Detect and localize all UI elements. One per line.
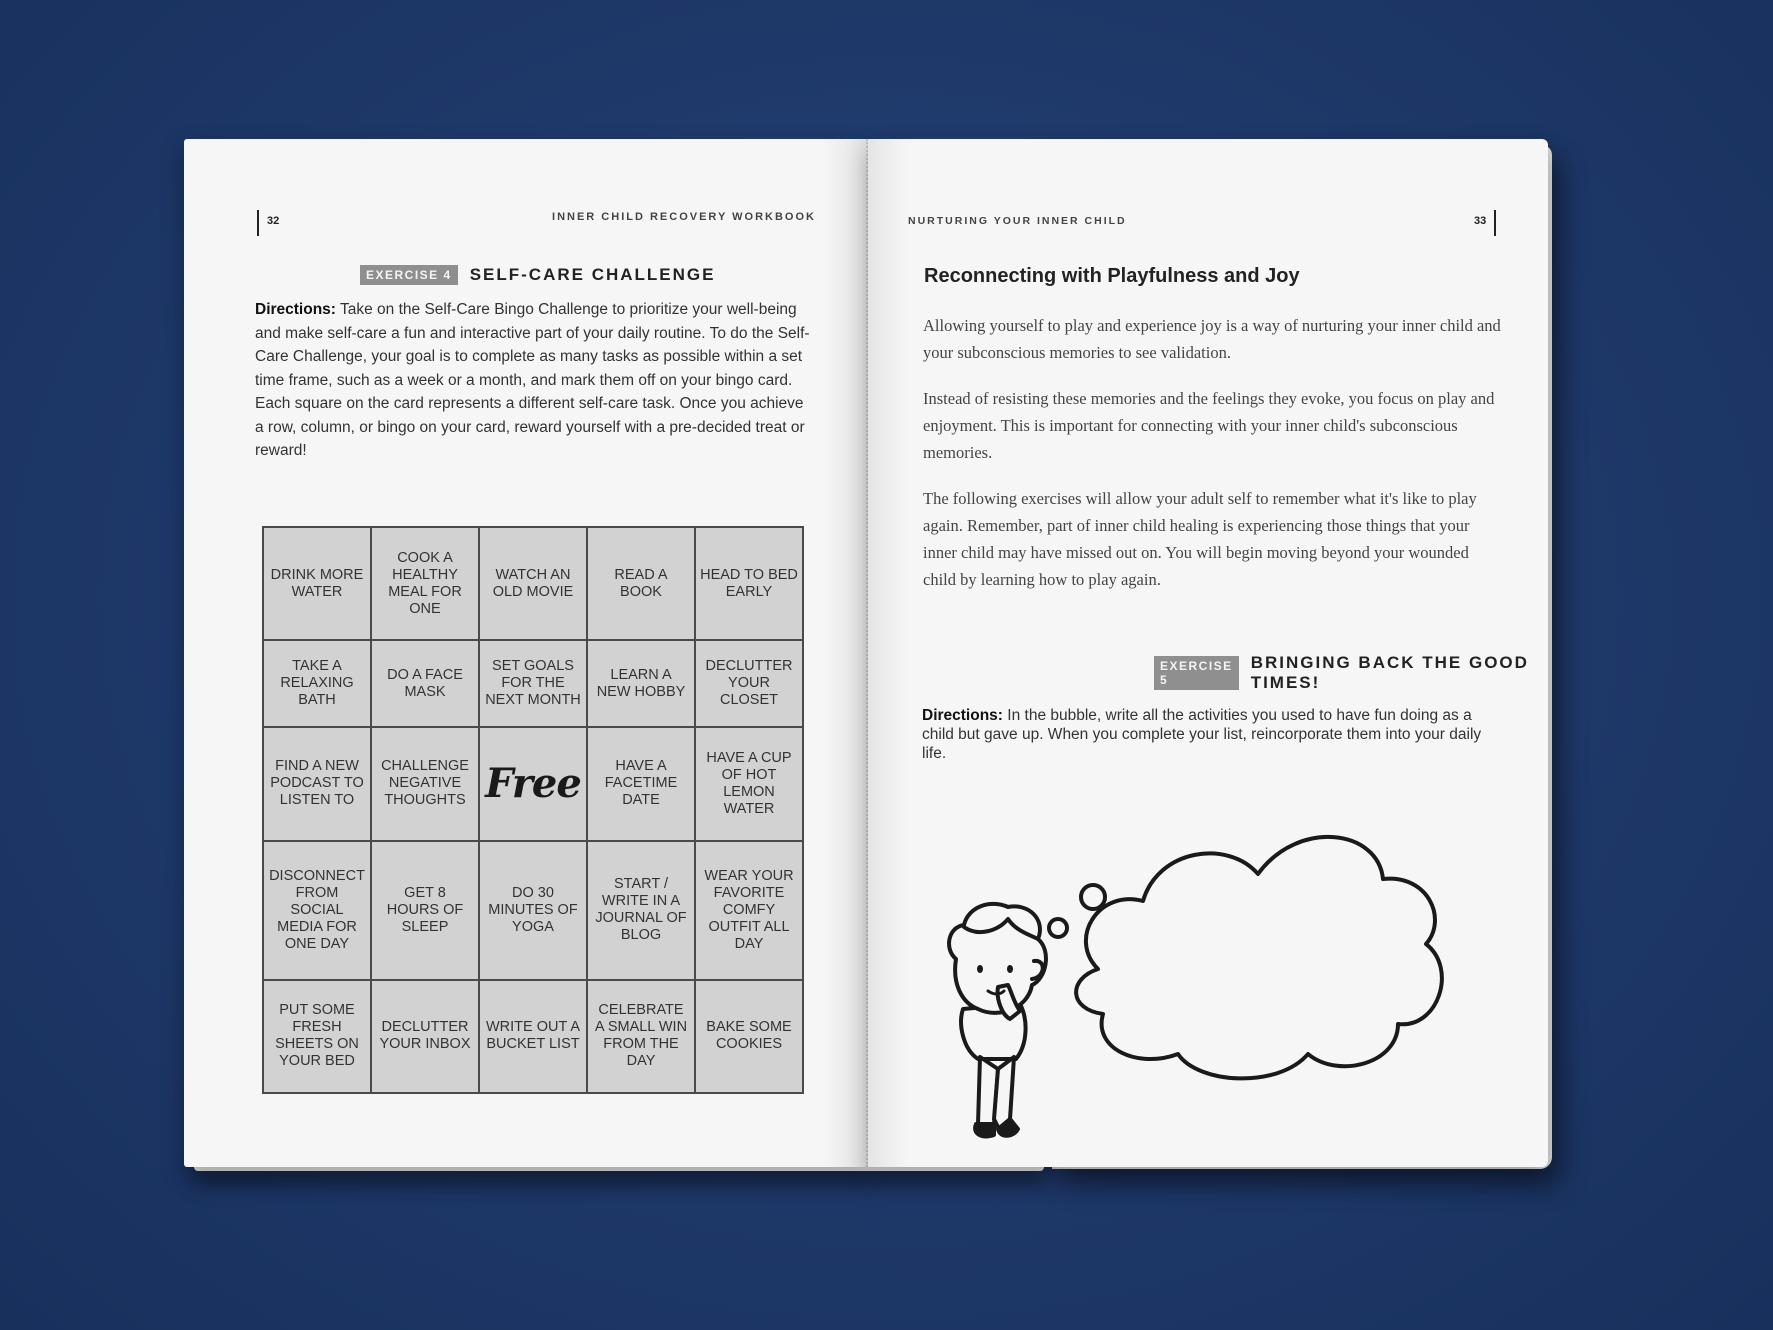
- bingo-cell: COOK A HEALTHY MEAL FOR ONE: [371, 527, 479, 640]
- bingo-cell: DRINK MORE WATER: [263, 527, 371, 640]
- bingo-cell: FIND A NEW PODCAST TO LISTEN TO: [263, 727, 371, 840]
- bingo-cell: HAVE A FACETIME DATE: [587, 727, 695, 840]
- bingo-cell: PUT SOME FRESH SHEETS ON YOUR BED: [263, 980, 371, 1093]
- exercise-badge: EXERCISE 4: [360, 265, 458, 285]
- page-number-bar: [1494, 210, 1496, 236]
- bingo-cell: TAKE A RELAXING BATH: [263, 640, 371, 727]
- open-book: [184, 139, 1560, 1171]
- bingo-cell: DECLUTTER YOUR INBOX: [371, 980, 479, 1093]
- bingo-cell: WRITE OUT A BUCKET LIST: [479, 980, 587, 1093]
- section-title: Reconnecting with Playfulness and Joy: [924, 265, 1300, 287]
- page-number: 32: [267, 215, 280, 227]
- directions: [255, 298, 813, 463]
- exercise-title: [360, 265, 715, 285]
- bingo-row: [263, 980, 803, 1093]
- bingo-cell: GET 8 HOURS OF SLEEP: [371, 841, 479, 980]
- exercise-title: [1154, 653, 1548, 693]
- thinking-child-illustration: [928, 819, 1488, 1159]
- bingo-free-space: Free: [479, 727, 587, 840]
- bingo-cell: START / WRITE IN A JOURNAL OF BLOG: [587, 841, 695, 980]
- bingo-cell: LEARN A NEW HOBBY: [587, 640, 695, 727]
- directions: [922, 706, 1502, 763]
- bingo-cell: DECLUTTER YOUR CLOSET: [695, 640, 803, 727]
- page-number: 33: [1474, 215, 1487, 227]
- bingo-row: [263, 727, 803, 840]
- thought-bubble-icon: [1076, 837, 1442, 1078]
- bingo-cell: HAVE A CUP OF HOT LEMON WATER: [695, 727, 803, 840]
- bingo-cell: DO A FACE MASK: [371, 640, 479, 727]
- directions-label: Directions:: [922, 707, 1003, 724]
- directions-text: Take on the Self-Care Bingo Challenge to prioritize your well-being and make self-care a fun and interactive part of your daily routine. To do the Self-Care Challenge, your goal is to complete as many tasks as possible within a set time frame, such as a week or a month, and mark them off on your bingo card. Each square on the card represents a different self-care task. Once you achieve a row, column, or bingo on your card, reward yourself with a pre-decided treat or reward!: [255, 301, 810, 459]
- running-head: INNER CHILD RECOVERY WORKBOOK: [552, 211, 816, 223]
- bingo-card: [262, 526, 804, 1094]
- bingo-cell: BAKE SOME COOKIES: [695, 980, 803, 1093]
- bingo-cell: WEAR YOUR FAVORITE COMFY OUTFIT ALL DAY: [695, 841, 803, 980]
- bingo-cell: CELEBRATE A SMALL WIN FROM THE DAY: [587, 980, 695, 1093]
- directions-label: Directions:: [255, 301, 336, 318]
- right-page: [868, 139, 1548, 1167]
- bingo-cell: HEAD TO BED EARLY: [695, 527, 803, 640]
- page-number-bar: [257, 210, 259, 236]
- paragraph-1: Allowing yourself to play and experience joy is a way of nurturing your inner child and your subconscious memories to see validation.: [923, 316, 1501, 362]
- bingo-cell: WATCH AN OLD MOVIE: [479, 527, 587, 640]
- directions-text: In the bubble, write all the activities you used to have fun doing as a child but gave up. When you complete your list, reincorporate them into your daily life.: [922, 707, 1482, 762]
- paragraph-2: Instead of resisting these memories and the feelings they evoke, you focus on play and enjoyment. This is important for connecting with your inner child's subconscious memories.: [923, 389, 1495, 462]
- paragraph-3: The following exercises will allow your adult self to remember what it's like to play again. Remember, part of inner child healing is experiencing those things that your inner child may have missed out on. You will begin moving beyond your wounded child by learning how to play again.: [923, 489, 1477, 589]
- exercise-name: BRINGING BACK THE GOOD TIMES!: [1250, 653, 1529, 692]
- bingo-row: [263, 640, 803, 727]
- left-page: [184, 139, 868, 1167]
- bingo-cell: DO 30 MINUTES OF YOGA: [479, 841, 587, 980]
- bingo-cell: CHALLENGE NEGATIVE THOUGHTS: [371, 727, 479, 840]
- bingo-cell: READ A BOOK: [587, 527, 695, 640]
- exercise-badge: EXERCISE 5: [1154, 656, 1239, 690]
- running-head: NURTURING YOUR INNER CHILD: [908, 215, 1127, 227]
- bingo-cell: SET GOALS FOR THE NEXT MONTH: [479, 640, 587, 727]
- bingo-row: [263, 841, 803, 980]
- bingo-row: [263, 527, 803, 640]
- bingo-cell: DISCONNECT FROM SOCIAL MEDIA FOR ONE DAY: [263, 841, 371, 980]
- exercise-name: SELF-CARE CHALLENGE: [469, 265, 716, 284]
